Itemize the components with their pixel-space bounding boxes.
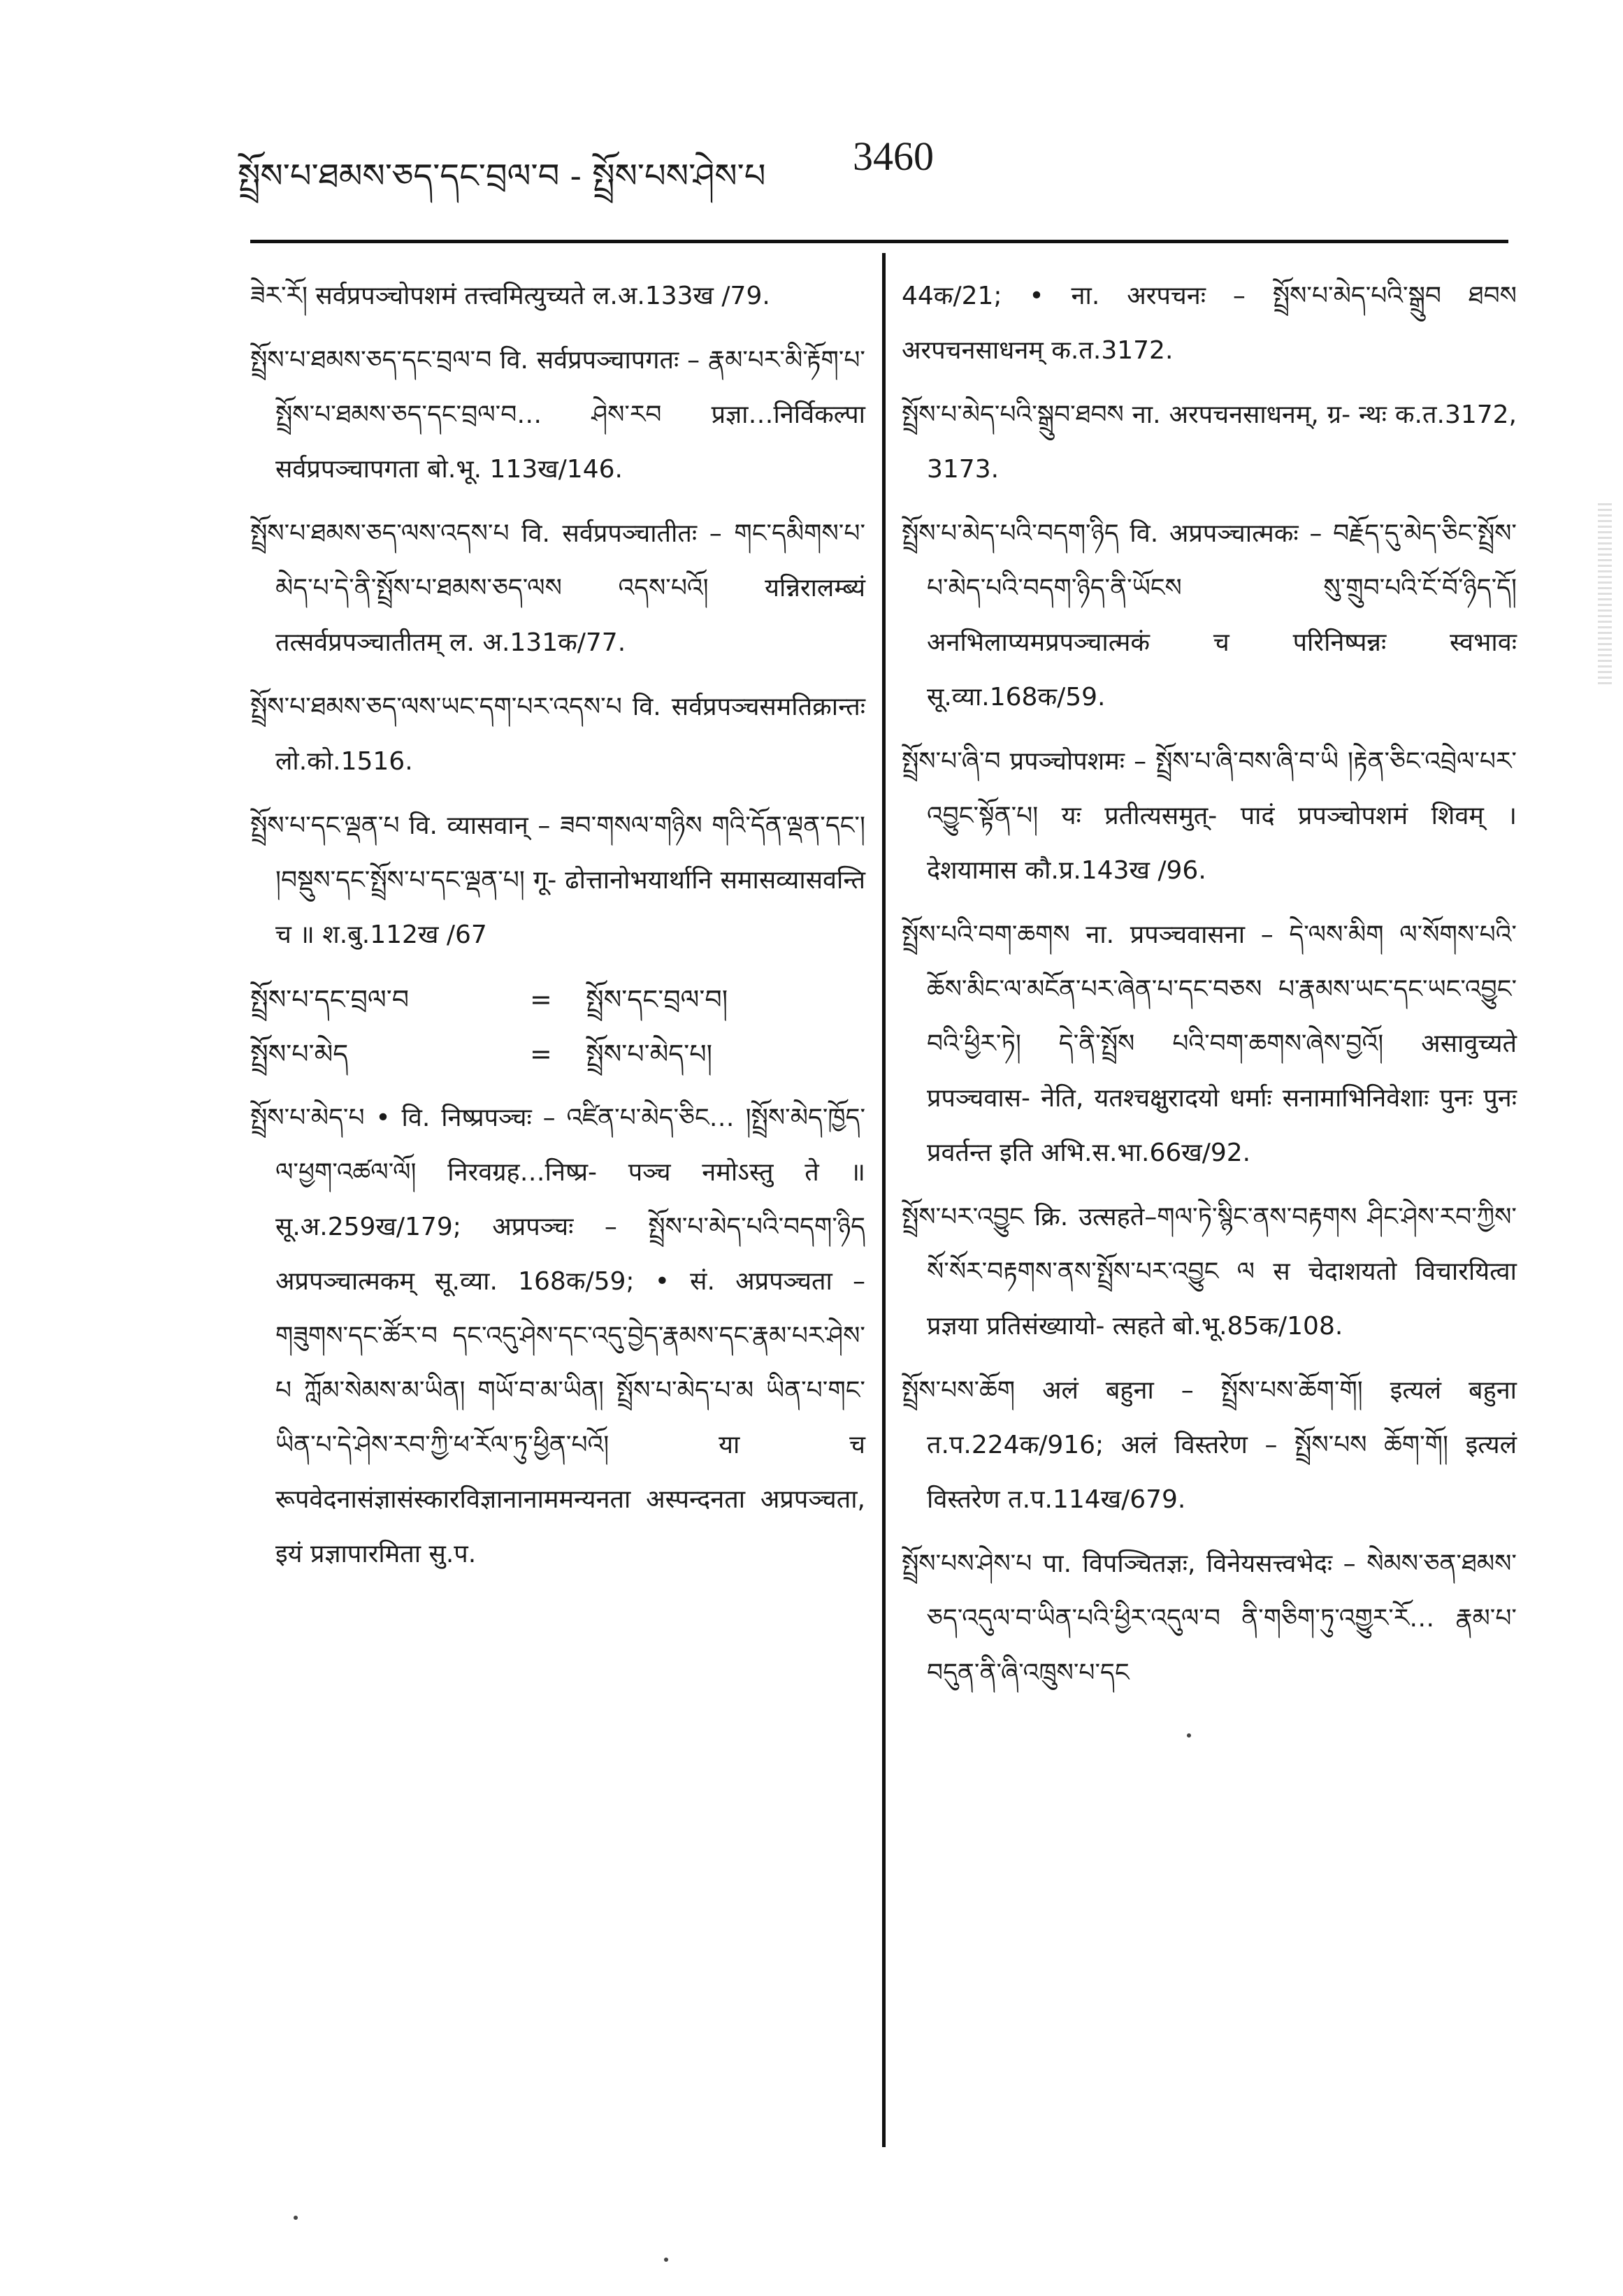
xref-sign: = — [530, 984, 552, 1015]
header-rule — [250, 240, 1508, 243]
dictionary-entry: སྤྲོས་པས་ཆོག अलं बहुना – སྤྲོས་པས་ཆོག་གོ། इत्यलं बहुना त.प.224क/916; अलं विस्तरेण – སྤྲོས་པས ཆོག་གོ། इत्यलं विस्तरेण त.प.114ख/679. — [902, 1376, 1517, 1514]
xref-target: སྤྲོས་པ་མེད་པ། — [586, 1039, 713, 1069]
dictionary-entry: 44क/21; • ना. अरपचनः – སྤྲོས་པ་མེད་པའི་སྒྲུབ ཐབས अरपचनसाधनम् क.त.3172. — [902, 282, 1517, 365]
scan-speck — [1187, 1733, 1191, 1738]
dictionary-entry: སྤྲོས་པ་ཐམས་ཅད་ལས་འདས་པ वि. सर्वप्रपञ्चातीतः – གང་དམིགས་པ་མེད་པ་དེ་ནི་སྤྲོས་པ་ཐམས་ཅད་ལས འདས་པའོ། यन्निरालम्ब्यं तत्सर्वप्रपञ्चातीतम् ल. अ.131क/77. — [250, 519, 865, 657]
right-column — [902, 269, 1517, 1710]
xref-target: སྤྲོས་དང་བྲལ་བ། — [586, 984, 728, 1015]
running-head: སྤྲོས་པ་ཐམས་ཅད་དང་བྲལ་བ - སྤྲོས་པས་ཤེས་པ — [238, 157, 766, 196]
cross-reference — [250, 1027, 865, 1081]
cross-reference — [250, 972, 865, 1027]
scan-speck — [664, 2258, 668, 2262]
dictionary-entry: སྤྲོས་པ་མེད་པའི་སྒྲུབ་ཐབས ना. अरपचनसाधनम्, ग्र- न्थः क.त.3172, 3173. — [902, 400, 1517, 484]
dictionary-entry: སྤྲོས་པ་ཐམས་ཅད་ལས་ཡང་དག་པར་འདས་པ वि. सर्वप्रपञ्चसमतिक्रान्तः लो.को.1516. — [250, 693, 865, 776]
column-divider — [882, 253, 886, 2147]
xref-headword: སྤྲོས་པ་དང་བྲལ་བ — [250, 984, 410, 1015]
dictionary-entry: སྤྲོས་པ་མེད་པའི་བདག་ཉིད वि. अप्रपञ्चात्मकः – བརྗོད་དུ་མེད་ཅིང་སྤྲོས་པ་མེད་པའི་བདག་ཉིད་ནི་ཡོངས སུ་གྲུབ་པའི་ངོ་བོ་ཉིད་དོ། अनभिलाप्यमप्रपञ्चात्मकं च परिनिष्पन्नः स्वभावः सू.व्या.168क/59. — [902, 519, 1517, 712]
dictionary-entry: སྤྲོས་པ་མེད་པ • वि. निष्प्रपञ्चः – འཛིན་པ་མེད་ཅིང… །སྤྲོས་མེད་ཁྱོད་ལ་ཕྱག་འཚལ་ལོ། निरवग्रह…निष्प्र- पञ्च नमोऽस्तु ते ॥ सू.अ.259ख/179; अप्रपञ्चः – སྤྲོས་པ་མེད་པའི་བདག་ཉིད अप्रपञ्चात्मकम् सू.व्या. 168क/59; • सं. अप्रपञ्चता – གཟུགས་དང་ཚོར་བ དང་འདུ་ཤེས་དང་འདུ་བྱེད་རྣམས་དང་རྣམ་པར་ཤེས་པ ཀློམ་སེམས་མ་ཡིན། གཡོ་བ་མ་ཡིན། སྤྲོས་པ་མེད་པ་མ ཡིན་པ་གང་ཡིན་པ་དེ་ཤེས་རབ་ཀྱི་ཕ་རོལ་ཏུ་ཕྱིན་པའོ། या च रूपवेदनासंज्ञासंस्कारविज्ञानानाममन्यनता अस्पन्दनता अप्रपञ्चता, इयं प्रज्ञापारमिता सु.प. — [250, 1104, 865, 1568]
xref-headword: སྤྲོས་པ་མེད — [250, 1039, 349, 1069]
scan-edge-noise — [1598, 503, 1612, 685]
dictionary-entry: སྤྲོས་པ་ཞི་བ प्रपञ्चोपशमः – སྤྲོས་པ་ཞི་བས་ཞི་བ་ཡི །རྟེན་ཅིང་འབྲེལ་པར་འབྱུང་སྟོན་པ། यः प्रतीत्यसमुत्- पादं प्रपञ्चोपशमं शिवम् । देशयामास कौ.प्र.143ख /96. — [902, 747, 1517, 885]
dictionary-entry: སྤྲོས་པའི་བག་ཆགས ना. प्रपञ्चवासना – དེ་ལས་མིག ལ་སོགས་པའི་ཆོས་མིང་ལ་མངོན་པར་ཞེན་པ་དང་བཅས པ་རྣམས་ཡང་དང་ཡང་འབྱུང་བའི་ཕྱིར་ཏེ། དེ་ནི་སྤྲོས པའི་བག་ཆགས་ཞེས་བྱའོ། असावुच्यते प्रपञ्चवास- नेति, यतश्चक्षुरादयो धर्माः सनामाभिनिवेशाः पुनः पुनः प्रवर्तन्त इति अभि.स.भा.66ख/92. — [902, 920, 1517, 1167]
running-header — [238, 133, 1510, 196]
scan-speck — [294, 2216, 298, 2220]
dictionary-entry: སྤྲོས་པར་འབྱུང क्रि. उत्सहते–གལ་ཏེ་སྙིང་ནས་བརྟགས ཤིང་ཤེས་རབ་ཀྱིས་སོ་སོར་བརྟགས་ནས་སྤྲོས་པར་འབྱུང ལ स चेदाशयतो विचारयित्वा प्रज्ञया प्रतिसंख्यायो- त्सहते बो.भू.85क/108. — [902, 1203, 1517, 1341]
left-column — [250, 269, 865, 1591]
xref-sign: = — [530, 1039, 552, 1069]
page-number: 3460 — [853, 133, 934, 179]
dictionary-entry: ཟེར་རོ། सर्वप्रपञ्चोपशमं तत्त्वमित्युच्यते ल.अ.133ख /79. — [250, 282, 770, 310]
dictionary-entry: སྤྲོས་པ་ཐམས་ཅད་དང་བྲལ་བ वि. सर्वप्रपञ्चापगतः – རྣམ་པར་མི་རྟོག་པ་སྤྲོས་པ་ཐམས་ཅད་དང་བྲལ་བ… ཤེས་རབ प्रज्ञा…निर्विकल्पा सर्वप्रपञ्चापगता बो.भू. 113ख/146. — [250, 346, 865, 484]
dictionary-entry: སྤྲོས་པས་ཤེས་པ पा. विपञ्चितज्ञः, विनेयसत्त्वभेदः – སེམས་ཅན་ཐམས་ཅད་འདུལ་བ་ཡིན་པའི་ཕྱིར་འདུལ་བ ནི་གཅིག་ཏུ་འགྱུར་རོ… རྣམ་པ་བདུན་ནི་ཞི་འཁྲུས་པ་དང — [902, 1550, 1517, 1687]
dictionary-entry: སྤྲོས་པ་དང་ལྡན་པ वि. व्यासवान् – ཟབ་གསལ་གཉིས གའི་དོན་ལྡན་དང་། །བསྡུས་དང་སྤྲོས་པ་དང་ལྡན་པ། गू- ढोत्तानोभयार्थानि समासव्यासवन्ति च ॥ श.बु.112ख /67 — [250, 811, 865, 949]
